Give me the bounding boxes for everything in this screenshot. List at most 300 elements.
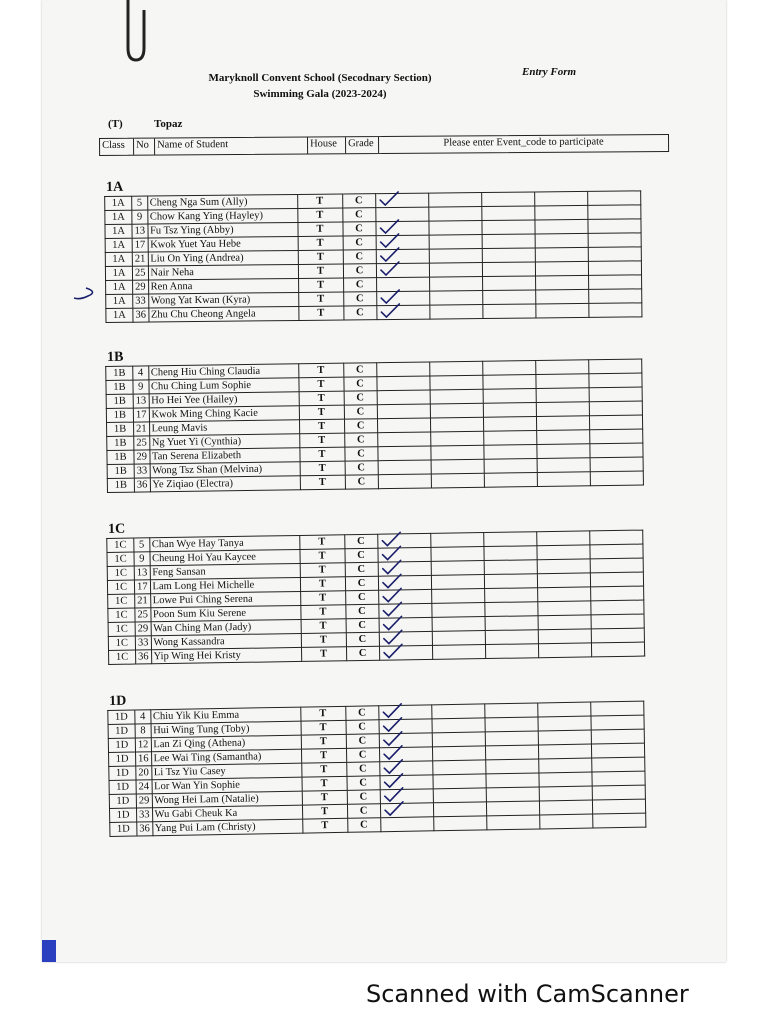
- column-header-name: Name of Student: [155, 138, 308, 155]
- student-name: Chan Wye Hay Tanya: [149, 535, 299, 551]
- event-code-cell[interactable]: [429, 235, 482, 250]
- student-name: Lowe Pui Ching Serena: [150, 591, 300, 607]
- event-code-cell[interactable]: [482, 290, 535, 305]
- student-name: Lam Long Hei Michelle: [150, 577, 300, 593]
- event-code-cell[interactable]: [380, 817, 433, 832]
- event-code-cell[interactable]: [535, 289, 588, 304]
- student-house: T: [299, 447, 344, 462]
- event-code-cell[interactable]: [428, 221, 481, 236]
- student-class: 1B: [106, 394, 133, 408]
- checkmark-icon: [378, 190, 400, 208]
- class-section-1a: [104, 174, 642, 323]
- student-number: 36: [133, 308, 149, 322]
- event-code-cell[interactable]: [485, 644, 538, 659]
- student-grade: C: [344, 447, 377, 461]
- event-code-cell[interactable]: [431, 561, 484, 576]
- event-code-cell[interactable]: [587, 205, 640, 220]
- event-code-cell[interactable]: [484, 717, 537, 732]
- event-code-cell[interactable]: [535, 233, 588, 248]
- student-number: 16: [136, 752, 152, 766]
- student-number: 17: [133, 408, 149, 422]
- event-code-cell[interactable]: [432, 631, 485, 646]
- student-number: 33: [134, 464, 150, 478]
- student-house: T: [297, 222, 342, 236]
- student-number: 29: [134, 450, 150, 464]
- event-code-cell[interactable]: [483, 402, 536, 417]
- student-grade: C: [345, 562, 378, 577]
- event-code-cell[interactable]: [485, 773, 538, 788]
- student-house: T: [301, 748, 346, 763]
- event-code-cell[interactable]: [484, 458, 537, 473]
- student-name: Cheng Nga Sum (Ally): [147, 194, 297, 210]
- student-number: 8: [135, 724, 151, 738]
- event-code-cell[interactable]: [432, 732, 485, 747]
- student-house: T: [300, 563, 345, 578]
- student-house: T: [299, 419, 344, 434]
- event-code-cell[interactable]: [534, 191, 587, 206]
- student-number: 21: [135, 594, 151, 608]
- event-code-cell[interactable]: [536, 416, 589, 431]
- student-grade: C: [347, 818, 380, 833]
- event-code-cell[interactable]: [431, 704, 484, 719]
- column-header-no: No: [134, 139, 155, 155]
- event-code-cell[interactable]: [535, 303, 588, 318]
- student-name: Cheng Hiu Ching Claudia: [148, 364, 298, 380]
- student-name: Chu Ching Lum Sophie: [148, 378, 298, 394]
- student-class: 1D: [108, 724, 135, 738]
- student-grade: C: [344, 548, 377, 563]
- roster-table: [106, 530, 644, 665]
- event-code-cell[interactable]: [536, 545, 589, 560]
- student-house: T: [301, 734, 346, 749]
- event-code-cell[interactable]: [377, 390, 430, 405]
- roster-table: [104, 190, 642, 323]
- student-class: 1B: [106, 408, 133, 422]
- event-code-cell[interactable]: [376, 362, 429, 377]
- event-code-cell[interactable]: [588, 247, 641, 262]
- event-code-cell[interactable]: [589, 530, 642, 545]
- student-name: Feng Sansan: [150, 563, 300, 579]
- student-house: T: [298, 250, 343, 264]
- student-class: 1C: [107, 580, 134, 594]
- event-code-cell[interactable]: [429, 305, 482, 320]
- event-code-cell[interactable]: [588, 359, 641, 374]
- event-code-cell[interactable]: [590, 457, 643, 472]
- student-number: 36: [136, 650, 152, 664]
- student-number: 25: [135, 608, 151, 622]
- event-code-cell[interactable]: [589, 415, 642, 430]
- event-code-cell[interactable]: [377, 404, 430, 419]
- event-code-cell[interactable]: [590, 586, 643, 601]
- event-code-cell[interactable]: [591, 642, 644, 657]
- event-code-cell[interactable]: [590, 572, 643, 587]
- student-class: 1A: [105, 252, 132, 266]
- student-number: 5: [134, 538, 150, 552]
- event-code-cell[interactable]: [535, 374, 588, 389]
- event-code-cell[interactable]: [376, 376, 429, 391]
- event-code-cell[interactable]: [376, 263, 429, 278]
- event-code-cell[interactable]: [428, 193, 481, 208]
- student-number: 24: [136, 780, 152, 794]
- student-class: 1C: [107, 566, 134, 580]
- event-code-cell[interactable]: [433, 816, 486, 831]
- event-code-cell[interactable]: [432, 760, 485, 775]
- event-code-cell[interactable]: [378, 474, 431, 489]
- event-code-cell[interactable]: [538, 730, 591, 745]
- event-code-cell[interactable]: [431, 589, 484, 604]
- event-code-cell[interactable]: [538, 758, 591, 773]
- student-class: 1C: [107, 538, 134, 552]
- event-code-cell[interactable]: [591, 628, 644, 643]
- event-code-cell[interactable]: [486, 815, 539, 830]
- student-grade: C: [346, 632, 379, 647]
- student-house: T: [299, 405, 344, 420]
- event-code-cell[interactable]: [588, 289, 641, 304]
- student-house: T: [298, 363, 343, 378]
- event-code-cell[interactable]: [535, 247, 588, 262]
- student-number: 25: [134, 436, 150, 450]
- event-code-cell[interactable]: [431, 603, 484, 618]
- student-grade: C: [344, 391, 377, 405]
- student-house: T: [300, 461, 345, 476]
- student-number: 9: [133, 380, 149, 394]
- checkmark-icon: [381, 642, 403, 660]
- student-number: 21: [132, 252, 148, 266]
- student-name: Fu Tsz Ying (Abby): [147, 222, 297, 238]
- student-house: T: [297, 194, 342, 208]
- student-house: T: [302, 818, 347, 833]
- student-class: 1A: [105, 210, 132, 224]
- event-code-cell[interactable]: [538, 772, 591, 787]
- event-code-cell[interactable]: [588, 303, 641, 318]
- event-code-cell[interactable]: [486, 787, 539, 802]
- event-code-cell[interactable]: [483, 532, 536, 547]
- student-number: 17: [132, 238, 148, 252]
- student-class: 1C: [108, 608, 135, 622]
- event-code-cell[interactable]: [537, 472, 590, 487]
- event-code-cell[interactable]: [589, 387, 642, 402]
- student-grade: C: [343, 306, 376, 320]
- event-code-cell[interactable]: [482, 248, 535, 263]
- student-class: 1D: [110, 822, 137, 836]
- student-name: Li Tsz Yiu Casey: [151, 763, 301, 780]
- event-code-cell[interactable]: [483, 546, 536, 561]
- event-code-cell[interactable]: [485, 759, 538, 774]
- event-code-cell[interactable]: [433, 788, 486, 803]
- event-code-cell[interactable]: [591, 743, 644, 758]
- event-code-cell[interactable]: [431, 459, 484, 474]
- event-code-cell[interactable]: [432, 645, 485, 660]
- event-code-cell[interactable]: [482, 234, 535, 249]
- event-code-cell[interactable]: [484, 588, 537, 603]
- form-header: [150, 70, 490, 102]
- event-code-cell[interactable]: [590, 701, 643, 716]
- event-code-cell[interactable]: [428, 207, 481, 222]
- event-code-cell[interactable]: [537, 458, 590, 473]
- class-section-label: 1A: [105, 179, 124, 195]
- event-code-cell[interactable]: [538, 615, 591, 630]
- student-house: T: [300, 475, 345, 490]
- column-header-grade: Grade: [346, 137, 379, 153]
- event-code-cell[interactable]: [376, 305, 429, 320]
- student-house: T: [300, 591, 345, 606]
- event-code-cell[interactable]: [591, 614, 644, 629]
- student-grade: C: [346, 748, 379, 763]
- paperclip-icon: [110, 0, 154, 64]
- student-grade: C: [343, 264, 376, 278]
- student-grade: C: [342, 194, 375, 208]
- student-house: T: [299, 535, 344, 550]
- student-house: T: [302, 790, 347, 805]
- event-code-cell[interactable]: [538, 629, 591, 644]
- event-code-cell[interactable]: [534, 205, 587, 220]
- event-code-cell[interactable]: [589, 544, 642, 559]
- student-house: T: [298, 377, 343, 392]
- event-code-cell[interactable]: [536, 531, 589, 546]
- event-code-cell[interactable]: [377, 418, 430, 433]
- student-class: 1A: [105, 238, 132, 252]
- student-number: 29: [135, 622, 151, 636]
- event-code-cell[interactable]: [588, 261, 641, 276]
- event-code-cell[interactable]: [591, 771, 644, 786]
- event-code-cell[interactable]: [536, 388, 589, 403]
- event-code-cell[interactable]: [484, 574, 537, 589]
- event-code-cell[interactable]: [535, 261, 588, 276]
- event-code-cell[interactable]: [377, 432, 430, 447]
- event-code-cell[interactable]: [482, 262, 535, 277]
- event-code-cell[interactable]: [538, 643, 591, 658]
- event-code-cell[interactable]: [591, 729, 644, 744]
- event-code-cell[interactable]: [486, 801, 539, 816]
- event-code-cell[interactable]: [429, 291, 482, 306]
- event-code-cell[interactable]: [482, 360, 535, 375]
- event-code-cell[interactable]: [484, 560, 537, 575]
- event-code-cell[interactable]: [482, 276, 535, 291]
- event-code-cell[interactable]: [589, 401, 642, 416]
- student-name: Chow Kang Ying (Hayley): [147, 208, 297, 224]
- event-code-cell[interactable]: [485, 630, 538, 645]
- student-number: 9: [132, 210, 148, 224]
- event-code-cell[interactable]: [429, 361, 482, 376]
- event-code-cell[interactable]: [483, 416, 536, 431]
- student-class: 1A: [106, 294, 133, 308]
- student-name: Wong Kassandra: [151, 633, 301, 649]
- student-class: 1C: [107, 552, 134, 566]
- event-code-cell[interactable]: [592, 813, 645, 828]
- event-code-cell[interactable]: [483, 444, 536, 459]
- student-name: Lan Zi Qing (Athena): [151, 735, 301, 752]
- event-code-cell[interactable]: [432, 774, 485, 789]
- student-class: 1D: [109, 766, 136, 780]
- event-code-cell[interactable]: [378, 460, 431, 475]
- event-code-cell[interactable]: [430, 445, 483, 460]
- event-code-cell[interactable]: [432, 746, 485, 761]
- student-name: Kwok Ming Ching Kacie: [149, 406, 299, 422]
- student-number: 13: [133, 394, 149, 408]
- student-number: 20: [136, 766, 152, 780]
- event-code-cell[interactable]: [483, 388, 536, 403]
- event-code-cell[interactable]: [537, 587, 590, 602]
- student-house: T: [299, 549, 344, 564]
- student-grade: C: [347, 804, 380, 819]
- event-code-cell[interactable]: [538, 744, 591, 759]
- student-house: T: [301, 633, 346, 648]
- event-code-cell[interactable]: [430, 533, 483, 548]
- event-code-cell[interactable]: [537, 601, 590, 616]
- event-code-cell[interactable]: [590, 471, 643, 486]
- event-code-cell[interactable]: [429, 375, 482, 390]
- event-code-cell[interactable]: [484, 472, 537, 487]
- event-code-cell[interactable]: [429, 263, 482, 278]
- event-code-cell[interactable]: [432, 617, 485, 632]
- event-code-cell[interactable]: [539, 786, 592, 801]
- student-class: 1B: [107, 422, 134, 436]
- column-header-instruction: Please enter Event_code to participate: [443, 136, 604, 149]
- event-code-cell[interactable]: [429, 249, 482, 264]
- event-code-cell[interactable]: [589, 429, 642, 444]
- event-code-cell[interactable]: [433, 802, 486, 817]
- event-code-cell[interactable]: [380, 803, 433, 818]
- event-code-cell[interactable]: [588, 233, 641, 248]
- student-name: Yang Pui Lam (Christy): [152, 819, 302, 836]
- student-number: 12: [135, 738, 151, 752]
- event-code-cell[interactable]: [484, 602, 537, 617]
- event-code-cell[interactable]: [430, 403, 483, 418]
- student-house: T: [297, 208, 342, 222]
- event-code-cell[interactable]: [431, 473, 484, 488]
- student-grade: C: [346, 646, 379, 661]
- student-class: 1B: [107, 450, 134, 464]
- student-house: T: [298, 278, 343, 292]
- event-code-cell[interactable]: [377, 446, 430, 461]
- student-class: 1D: [108, 738, 135, 752]
- event-code-cell[interactable]: [430, 547, 483, 562]
- student-grade: C: [345, 706, 378, 721]
- school-name: Maryknoll Convent School (Secodnary Section): [208, 72, 432, 84]
- event-code-cell[interactable]: [375, 193, 428, 208]
- event-code-cell[interactable]: [481, 206, 534, 221]
- event-code-cell[interactable]: [431, 718, 484, 733]
- event-code-cell[interactable]: [537, 559, 590, 574]
- class-section-label: 1C: [107, 521, 126, 537]
- student-number: 21: [134, 422, 150, 436]
- event-code-cell[interactable]: [483, 430, 536, 445]
- student-grade: C: [344, 433, 377, 447]
- event-code-cell[interactable]: [536, 444, 589, 459]
- student-class: 1C: [108, 636, 135, 650]
- event-code-cell[interactable]: [535, 275, 588, 290]
- event-code-cell[interactable]: [539, 800, 592, 815]
- event-code-cell[interactable]: [539, 814, 592, 829]
- event-code-cell[interactable]: [590, 558, 643, 573]
- scan-watermark-text: Scanned with CamScanner: [366, 980, 689, 1008]
- student-grade: C: [346, 618, 379, 633]
- event-code-cell[interactable]: [430, 389, 483, 404]
- event-code-cell[interactable]: [535, 360, 588, 375]
- student-grade: C: [344, 405, 377, 419]
- student-house: T: [301, 720, 346, 735]
- event-code-cell[interactable]: [537, 573, 590, 588]
- student-house: T: [299, 433, 344, 448]
- event-code-cell[interactable]: [481, 220, 534, 235]
- student-number: 33: [136, 808, 152, 822]
- student-grade: C: [346, 776, 379, 791]
- event-code-cell[interactable]: [485, 731, 538, 746]
- event-code-cell[interactable]: [430, 431, 483, 446]
- margin-pen-mark: [72, 286, 102, 304]
- event-code-cell[interactable]: [534, 219, 587, 234]
- roster-table: [107, 701, 646, 837]
- event-code-cell[interactable]: [592, 799, 645, 814]
- event-code-cell[interactable]: [590, 600, 643, 615]
- event-code-cell[interactable]: [431, 575, 484, 590]
- event-code-cell[interactable]: [485, 616, 538, 631]
- house-code: (T): [108, 118, 123, 130]
- event-code-cell[interactable]: [481, 192, 534, 207]
- event-code-cell[interactable]: [588, 373, 641, 388]
- student-house: T: [298, 306, 343, 320]
- event-code-cell[interactable]: [589, 443, 642, 458]
- student-number: 33: [135, 636, 151, 650]
- student-name: Hui Wing Tung (Toby): [151, 721, 301, 738]
- student-name: Poon Sum Kiu Serene: [150, 605, 300, 621]
- event-code-cell[interactable]: [430, 417, 483, 432]
- student-house: T: [298, 292, 343, 306]
- student-grade: C: [342, 208, 375, 222]
- student-grade: C: [346, 734, 379, 749]
- student-class: 1A: [105, 266, 132, 280]
- student-number: 29: [133, 280, 149, 294]
- event-code-cell[interactable]: [590, 715, 643, 730]
- event-code-cell[interactable]: [379, 645, 432, 660]
- student-house: T: [301, 647, 346, 662]
- class-section-label: 1D: [108, 693, 127, 709]
- event-code-cell[interactable]: [485, 745, 538, 760]
- event-code-cell[interactable]: [429, 277, 482, 292]
- student-number: 13: [134, 566, 150, 580]
- event-code-cell[interactable]: [587, 191, 640, 206]
- event-code-cell[interactable]: [484, 703, 537, 718]
- event-code-cell[interactable]: [482, 304, 535, 319]
- student-house: T: [300, 577, 345, 592]
- student-house: T: [301, 776, 346, 791]
- event-code-cell[interactable]: [587, 219, 640, 234]
- event-code-cell[interactable]: [482, 374, 535, 389]
- event-code-cell[interactable]: [536, 430, 589, 445]
- student-class: 1C: [108, 622, 135, 636]
- checkmark-icon: [378, 260, 400, 278]
- event-code-cell[interactable]: [537, 716, 590, 731]
- student-name: Wong Tsz Shan (Melvina): [150, 462, 300, 478]
- column-header-class: Class: [100, 139, 134, 155]
- student-class: 1C: [109, 650, 136, 664]
- student-name: Ye Ziqiao (Electra): [150, 476, 300, 492]
- event-code-cell[interactable]: [588, 275, 641, 290]
- entry-form-label: Entry Form: [522, 66, 577, 78]
- event-code-cell[interactable]: [591, 757, 644, 772]
- class-section-1b: [105, 343, 643, 493]
- event-code-cell[interactable]: [537, 702, 590, 717]
- event-code-cell[interactable]: [592, 785, 645, 800]
- student-name: Leung Mavis: [149, 420, 299, 436]
- student-class: 1B: [106, 366, 133, 380]
- student-grade: C: [343, 377, 376, 391]
- event-code-cell[interactable]: [536, 402, 589, 417]
- student-grade: C: [343, 236, 376, 250]
- student-name: Lor Wan Yin Sophie: [152, 777, 302, 794]
- student-grade: C: [344, 419, 377, 433]
- student-name: Wong Hei Lam (Natalie): [152, 791, 302, 808]
